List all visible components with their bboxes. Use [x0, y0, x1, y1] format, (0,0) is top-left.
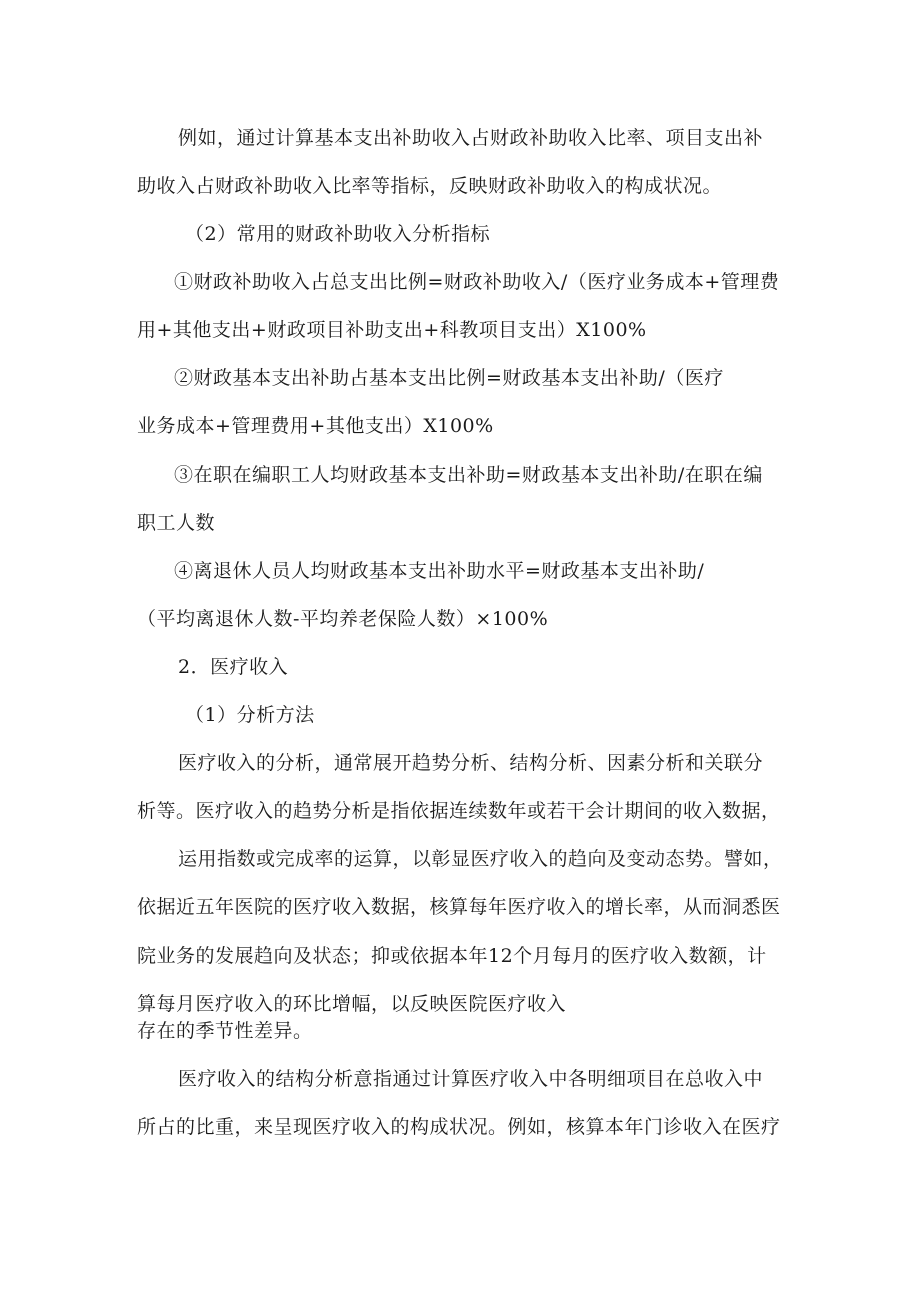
paragraph-line: 所占的比重，来呈现医疗收入的构成状况。例如，核算本年门诊收入在医疗 [137, 1116, 781, 1138]
paragraph-line: 医疗收入的结构分析意指通过计算医疗收入中各明细项目在总收入中 [178, 1068, 764, 1090]
formula-line: 用+其他支出+财政项目补助支出+科教项目支出）X100% [137, 319, 647, 341]
paragraph-line: 析等。医疗收入的趋势分析是指依据连续数年或若干会计期间的收入数据， [137, 800, 781, 822]
formula-line: ②财政基本支出补助占基本支出比例=财政基本支出补助/（医疗 [174, 367, 724, 389]
paragraph-line: 存在的季节性差异。 [137, 1020, 313, 1042]
formula-line: ④离退休人员人均财政基本支出补助水平=财政基本支出补助/ [174, 560, 705, 582]
formula-line: 业务成本+管理费用+其他支出）X100% [137, 415, 494, 437]
paragraph-line: 运用指数或完成率的运算，以彰显医疗收入的趋向及变动态势。譬如， [178, 848, 783, 870]
formula-line: ③在职在编职工人均财政基本支出补助=财政基本支出补助/在职在编 [174, 464, 763, 486]
formula-line: （平均离退休人数-平均养老保险人数）×100% [137, 608, 549, 630]
paragraph-line: 依据近五年医院的医疗收入数据，核算每年医疗收入的增长率，从而洞悉医 [137, 896, 781, 918]
paragraph-line: 例如，通过计算基本支出补助收入占财政补助收入比率、项目支出补 [178, 127, 764, 149]
section-heading: （2）常用的财政补助收入分析指标 [185, 223, 491, 245]
formula-line: ①财政补助收入占总支出比例=财政补助收入/（医疗业务成本+管理费 [174, 271, 780, 293]
paragraph-line: 算每月医疗收入的环比增幅，以反映医院医疗收入 [137, 993, 567, 1015]
paragraph-line: 医疗收入的分析，通常展开趋势分析、结构分析、因素分析和关联分 [178, 752, 764, 774]
paragraph-line: 院业务的发展趋向及状态；抑或依据本年12个月每月的医疗收入数额，计 [137, 945, 767, 967]
paragraph-line: 助收入占财政补助收入比率等指标，反映财政补助收入的构成状况。 [137, 175, 723, 197]
formula-line: 职工人数 [137, 512, 216, 534]
subsection-heading: （1）分析方法 [185, 704, 315, 726]
section-heading: 2．医疗收入 [178, 656, 289, 678]
